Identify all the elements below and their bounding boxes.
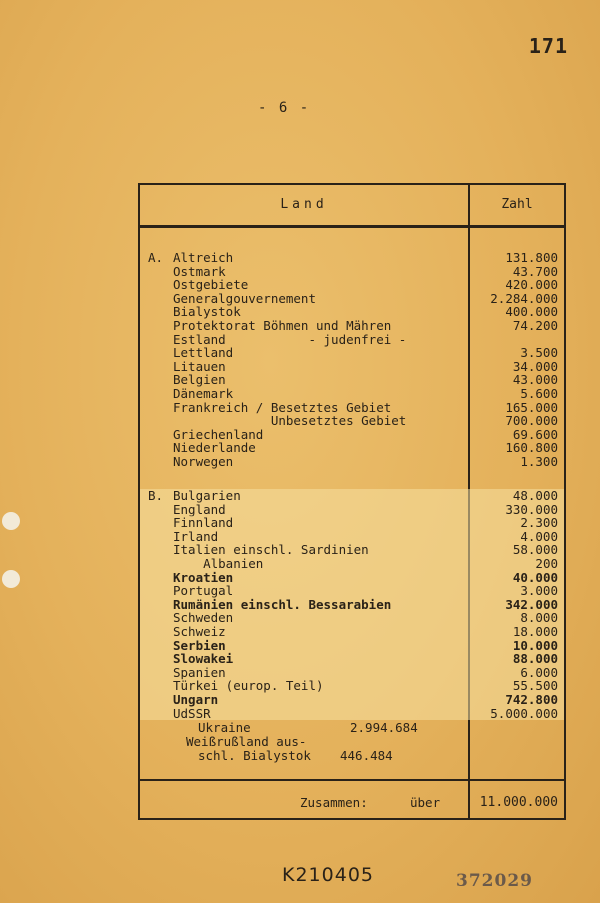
region-value: 446.484 (340, 748, 393, 763)
region-name: Weißrußland aus- (186, 734, 307, 749)
total-prefix: über (410, 795, 441, 810)
table-row (140, 707, 564, 721)
sub-row (140, 735, 564, 749)
table-row (140, 571, 564, 585)
country-name: Lettland (173, 345, 234, 361)
country-name: Serbien (173, 637, 226, 653)
table-row (140, 346, 564, 360)
statistics-table (138, 183, 566, 820)
sub-row (140, 749, 564, 763)
punch-hole (2, 512, 20, 530)
country-name: Belgien (173, 372, 226, 388)
table-row (140, 652, 564, 666)
country-name: Rumänien einschl. Bessarabien (173, 596, 392, 612)
region-name: schl. Bialystok (198, 748, 311, 763)
count-value: 342.000 (505, 596, 558, 612)
page-marker: - 6 - (258, 100, 311, 116)
country-name: Italien einschl. Sardinien (173, 542, 369, 558)
country-name: Albanien (173, 556, 264, 571)
count-value: 18.000 (512, 624, 558, 639)
punch-hole (2, 570, 20, 588)
table-row (140, 292, 564, 306)
document-number-stamp: 372029 (456, 871, 533, 891)
country-name: Spanien (173, 664, 226, 680)
country-name: Bulgarien (173, 488, 241, 503)
country-name: Portugal (173, 583, 234, 599)
table-row (140, 305, 564, 319)
count-value: 43.700 (512, 263, 558, 279)
count-value: 131.800 (505, 250, 558, 265)
table-row (140, 503, 564, 517)
table-row (140, 625, 564, 639)
table-row (140, 455, 564, 469)
country-name: Irland (173, 528, 219, 544)
table-row (140, 598, 564, 612)
count-value: 34.000 (512, 358, 558, 374)
country-name: Slowakei (173, 651, 234, 667)
count-value: 700.000 (505, 413, 558, 429)
country-name: Kroatien (173, 569, 234, 585)
count-value: 40.000 (512, 569, 558, 585)
table-row (140, 373, 564, 387)
count-value: 43.000 (512, 372, 558, 388)
count-value: 200 (535, 556, 558, 571)
table-row (140, 584, 564, 598)
table-row (140, 666, 564, 680)
table-row (140, 543, 564, 557)
count-value: 8.000 (520, 610, 558, 626)
sub-row (140, 721, 564, 735)
country-name: Schweiz (173, 624, 226, 639)
count-value: 74.200 (512, 318, 558, 333)
count-value: 330.000 (505, 501, 558, 517)
count-value: 3.000 (520, 583, 558, 599)
count-value: 48.000 (512, 488, 558, 503)
table-row (140, 428, 564, 442)
table-row (140, 639, 564, 653)
header-separator (140, 225, 564, 228)
country-name: Ostmark (173, 263, 226, 279)
table-row (140, 360, 564, 374)
region-value: 2.994.684 (350, 720, 418, 735)
country-name: Niederlande (173, 440, 256, 456)
country-name: Dänemark (173, 386, 234, 401)
count-value: 420.000 (505, 277, 558, 293)
table-row (140, 387, 564, 401)
table-row (140, 265, 564, 279)
country-name: Frankreich / Besetztes Gebiet (173, 399, 392, 415)
country-name: Norwegen (173, 454, 234, 469)
table-row (140, 679, 564, 693)
country-name: UdSSR (173, 705, 211, 721)
page-number: 171 (528, 34, 568, 58)
header-zahl: Zahl (501, 197, 533, 212)
country-name: Türkei (europ. Teil) (173, 678, 324, 694)
country-name: Protektorat Böhmen und Mähren (173, 318, 392, 333)
count-value: 58.000 (512, 542, 558, 558)
section-label: B. (148, 488, 164, 503)
total-value: 11.000.000 (479, 795, 558, 810)
count-value: 5.600 (520, 386, 558, 401)
count-value: 69.600 (512, 426, 558, 442)
count-value: 2.300 (520, 515, 558, 531)
header-land: Land (280, 197, 328, 212)
country-name: England (173, 501, 226, 517)
country-name: Griechenland (173, 426, 264, 442)
count-value: 1.300 (520, 454, 558, 469)
count-value: 4.000 (520, 528, 558, 544)
table-row (140, 530, 564, 544)
count-value: 10.000 (512, 637, 558, 653)
count-value: 5.000.000 (490, 705, 558, 721)
table-row (140, 516, 564, 530)
archive-code: K210405 (282, 864, 374, 886)
country-name: Generalgouvernement (173, 290, 316, 306)
country-name: Ostgebiete (173, 277, 249, 293)
region-name: Ukraine (198, 720, 251, 735)
table-row (140, 441, 564, 455)
country-name: Schweden (173, 610, 234, 626)
table-row (140, 611, 564, 625)
count-value: 6.000 (520, 664, 558, 680)
count-value: 742.800 (505, 692, 558, 707)
country-name: Unbesetztes Gebiet (173, 413, 407, 429)
table-row (140, 414, 564, 428)
count-value: 160.800 (505, 440, 558, 456)
table-row (140, 333, 564, 347)
country-name: Ungarn (173, 692, 219, 707)
count-value: 2.284.000 (490, 290, 558, 306)
table-row (140, 278, 564, 292)
country-name: Litauen (173, 358, 226, 374)
table-row (140, 693, 564, 707)
total-separator (140, 779, 564, 781)
table-row (140, 557, 564, 571)
total-label: Zusammen: (300, 795, 368, 810)
country-name: Estland - judenfrei - (173, 331, 407, 347)
table-row (140, 401, 564, 415)
section-label: A. (148, 250, 164, 265)
table-row (140, 319, 564, 333)
country-name: Finnland (173, 515, 234, 531)
count-value: 400.000 (505, 304, 558, 320)
table-row (140, 251, 564, 265)
country-name: Altreich (173, 250, 234, 265)
count-value: 88.000 (512, 651, 558, 667)
table-row (140, 489, 564, 503)
count-value: 165.000 (505, 399, 558, 415)
count-value: 55.500 (512, 678, 558, 694)
country-name: Bialystok (173, 304, 241, 320)
count-value: 3.500 (520, 345, 558, 361)
